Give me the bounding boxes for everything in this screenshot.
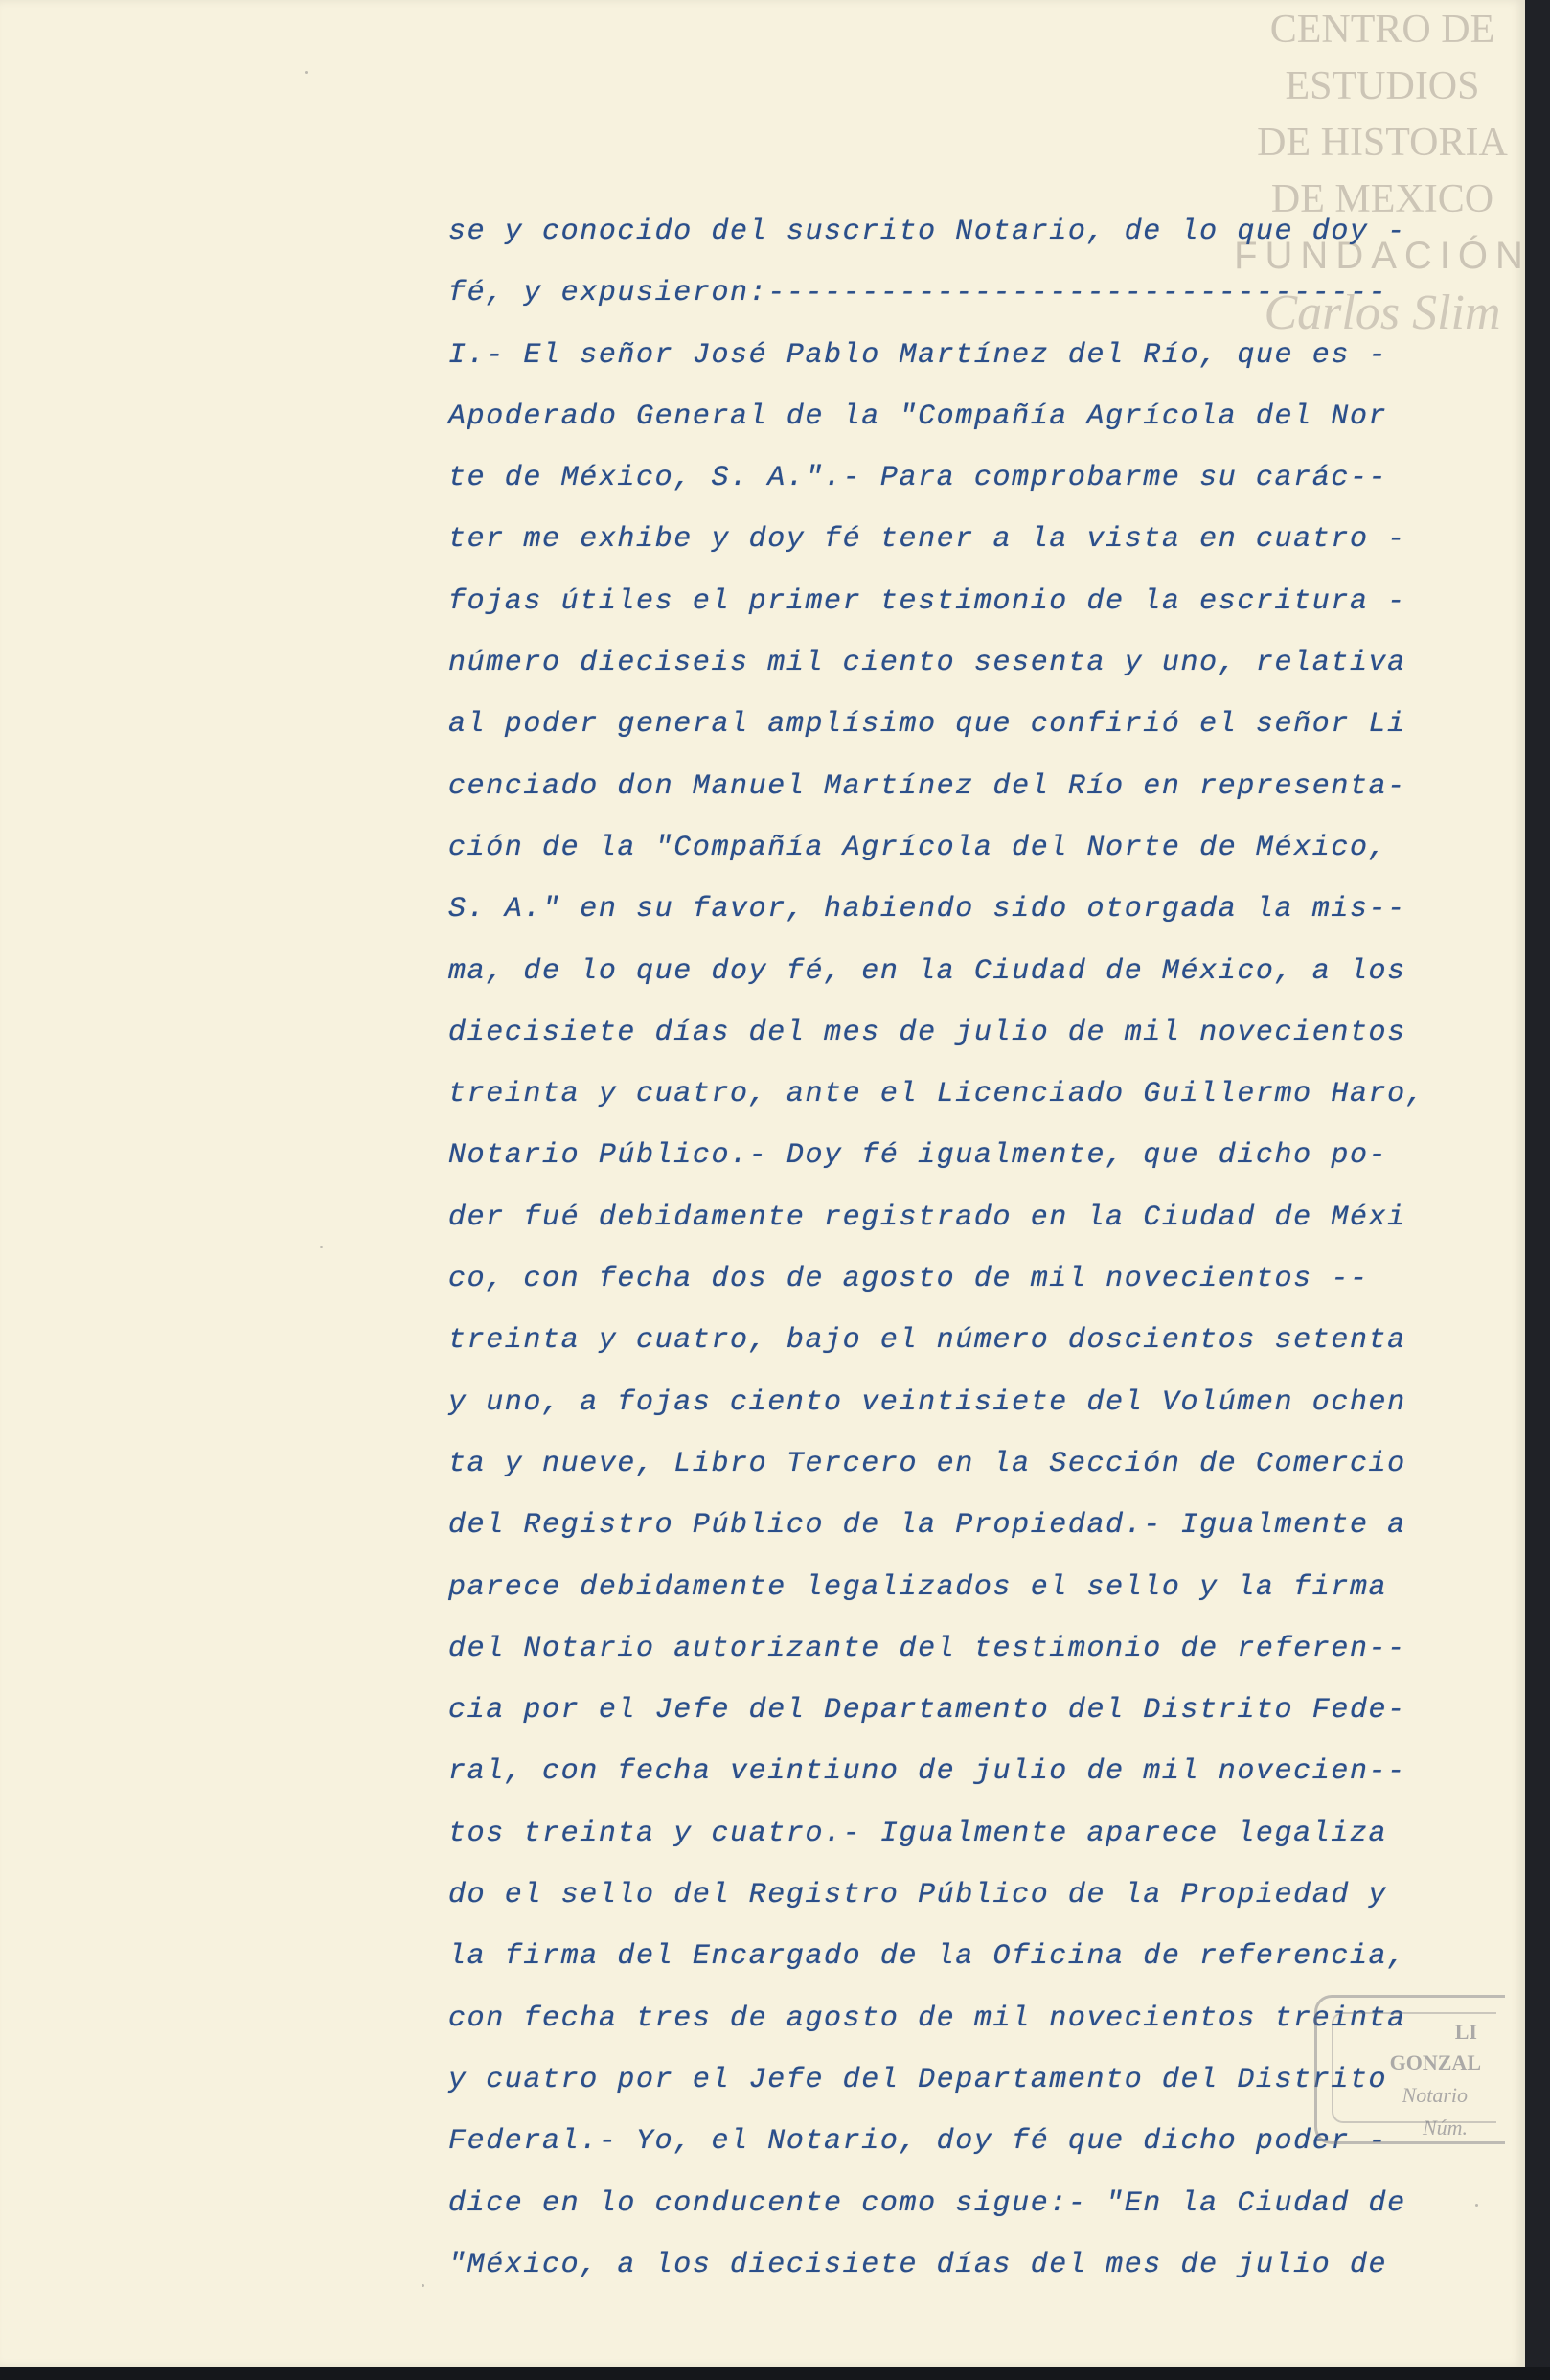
text-line: número dieciseis mil ciento sesenta y uno, relativa [448,647,1406,680]
stamp-text-4: Núm. [1422,2116,1468,2140]
text-line: Notario Público.- Doy fé igualmente, que dicho po- [448,1139,1388,1173]
text-line: del Notario autorizante del testimonio de referen-- [448,1632,1406,1665]
text-line: do el sello del Registro Público de la Propiedad y [448,1879,1388,1912]
text-line: dice en lo conducente como sigue:- "En la Ciudad de [448,2186,1406,2220]
text-line: I.- El señor José Pablo Martínez del Río, que es - [448,338,1388,372]
scan-shadow [0,2367,1550,2380]
text-line: al poder general amplísimo que confirió el señor Li [448,708,1406,742]
scan-edge [1525,0,1550,2380]
watermark-line-5: FUNDACIÓN [1234,235,1531,277]
paper-speck [1475,2204,1478,2207]
text-line: con fecha tres de agosto de mil novecientos treinta [448,2002,1406,2035]
text-line: treinta y cuatro, bajo el número doscientos setenta [448,1324,1406,1358]
text-line: te de México, S. A.".- Para comprobarme su carác-- [448,462,1388,495]
text-line: ción de la "Compañía Agrícola del Norte de México, [448,831,1388,864]
paper-speck [305,71,308,74]
text-line: treinta y cuatro, ante el Licenciado Guillermo Haro, [448,1078,1425,1111]
typed-text-body [448,201,1425,2296]
text-line: S. A." en su favor, habiendo sido otorgada la mis-- [448,893,1406,927]
text-line: co, con fecha dos de agosto de mil novecientos -- [448,1263,1369,1296]
stamp-text-3: Notario [1402,2083,1468,2107]
text-line: cenciado don Manuel Martínez del Río en representa- [448,769,1406,803]
text-line: parece debidamente legalizados el sello y la firma [448,1570,1388,1604]
text-line: ma, de lo que doy fé, en la Ciudad de México, a los [448,954,1406,988]
text-line: y uno, a fojas ciento veintisiete del Volúmen ochen [448,1385,1406,1419]
text-line: fojas útiles el primer testimonio de la escritura - [448,584,1406,618]
text-line: la firma del Encargado de la Oficina de referencia, [448,1940,1406,1974]
watermark-line-4: DE MEXICO [1270,177,1494,221]
text-line: fé, y expusieron:--------------------------------- [448,277,1388,310]
text-line: cia por el Jefe del Departamento del Distrito Fede- [448,1694,1406,1728]
text-line: ral, con fecha veintiuno de julio de mil novecien-- [448,1755,1406,1789]
text-line: diecisiete días del mes de julio de mil novecientos [448,1016,1406,1049]
paper-speck [320,1246,323,1248]
text-line: Apoderado General de la "Compañía Agrícola del Nor [448,400,1388,433]
watermark-signature: Carlos Slim [1264,286,1501,340]
text-line: der fué debidamente registrado en la Ciudad de Méxi [448,1201,1406,1234]
text-line: se y conocido del suscrito Notario, de lo que doy - [448,216,1406,248]
stamp-text-1: LI [1454,2020,1477,2044]
paper-speck [422,2284,424,2287]
text-line: ta y nueve, Libro Tercero en la Sección de Comercio [448,1447,1406,1480]
watermark-line-1: CENTRO DE [1269,8,1495,52]
text-line: "México, a los diecisiete días del mes de julio de [448,2248,1388,2281]
text-line: del Registro Público de la Propiedad.- Igualmente a [448,1509,1406,1543]
text-line: y cuatro por el Jefe del Departamento del Distrito [448,2063,1388,2096]
watermark-line-2: ESTUDIOS [1285,64,1480,108]
text-line: Federal.- Yo, el Notario, doy fé que dicho poder - [448,2125,1388,2159]
watermark-line-3: DE HISTORIA [1257,121,1508,165]
stamp-text-2: GONZAL [1389,2050,1481,2074]
text-line: ter me exhibe y doy fé tener a la vista en cuatro - [448,523,1406,557]
text-line: tos treinta y cuatro.- Igualmente aparece legaliza [448,1817,1388,1850]
